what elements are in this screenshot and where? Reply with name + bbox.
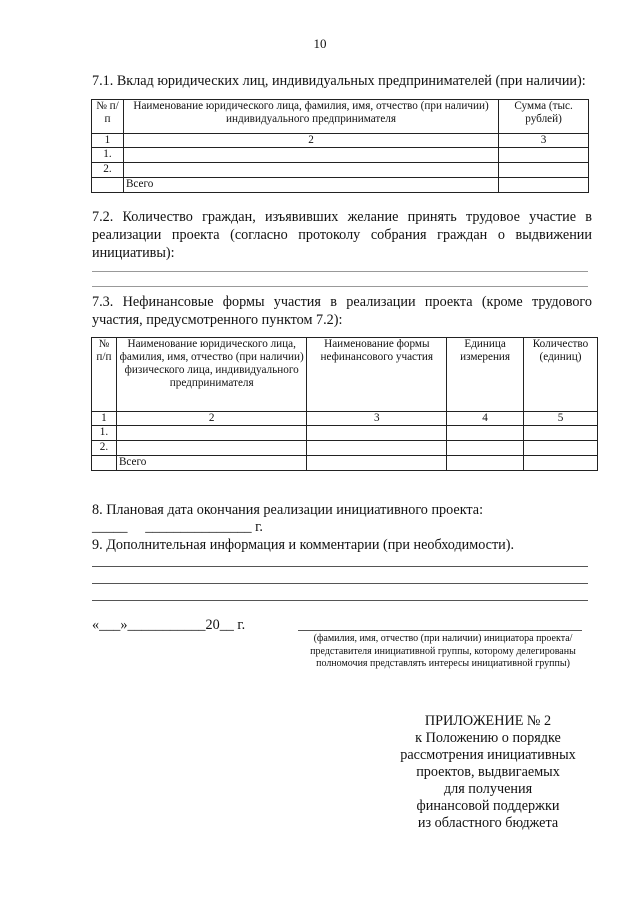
- table-row-total: [92, 178, 589, 193]
- comment-line: [92, 600, 588, 601]
- table-row: [92, 148, 589, 163]
- appendix-block: [378, 713, 598, 832]
- section-9-text: 9. Дополнительная информация и комментарии (при необходимости).: [92, 537, 515, 553]
- appendix-line: к Положению о порядке: [415, 730, 561, 746]
- empty-cell: [499, 178, 589, 193]
- col-header-name: Наименование юридического лица, фамилия, имя, отчество (при наличии) индивидуального предпринимателя: [123, 100, 498, 134]
- appendix-title: ПРИЛОЖЕНИЕ № 2: [424, 713, 552, 729]
- page-number: 10: [313, 36, 327, 51]
- empty-cell: [123, 163, 498, 178]
- fill-in-line: [92, 286, 588, 287]
- empty-cell: [92, 456, 117, 471]
- col-index: 2: [123, 134, 498, 148]
- signature-date-line: «___»___________20__ г.: [92, 617, 246, 633]
- empty-cell: [447, 441, 524, 456]
- end-date-line: _____ _______________ г.: [92, 519, 263, 535]
- empty-cell: [307, 441, 447, 456]
- section-7-1-heading: 7.1. Вклад юридических лиц, индивидуальных предпринимателей (при наличии):: [92, 73, 586, 89]
- col-header-sum: Сумма (тыс. рублей): [499, 100, 589, 134]
- fill-in-line: [92, 271, 588, 272]
- appendix-line: для получения: [443, 781, 533, 797]
- col-header-form: Наименование формы нефинансового участия: [307, 338, 447, 412]
- non-financial-table: [91, 337, 598, 471]
- table-row: [92, 441, 598, 456]
- empty-cell: [307, 456, 447, 471]
- section-7-3-text: 7.3. Нефинансовые формы участия в реализации проекта (кроме трудового участия, предусмотренного пунктом 7.2):: [92, 294, 592, 328]
- signature-caption: (фамилия, имя, отчество (при наличии) инициатора проекта/представителя инициативной группы, которому делегированы полномочия представлять интересы инициативной группы): [310, 633, 576, 669]
- col-header-number: № п/п: [92, 338, 117, 412]
- empty-cell: [524, 426, 598, 441]
- total-label: Всего: [123, 178, 498, 193]
- table-row-total: [92, 456, 598, 471]
- row-number: 2.: [92, 441, 117, 456]
- signature-line: [298, 630, 582, 631]
- empty-cell: [92, 178, 124, 193]
- table-row: [92, 426, 598, 441]
- appendix-line: проектов, выдвигаемых: [416, 764, 560, 780]
- comment-line: [92, 583, 588, 584]
- col-index: 2: [116, 412, 307, 426]
- empty-cell: [447, 456, 524, 471]
- contribution-table: [91, 99, 589, 193]
- empty-cell: [499, 148, 589, 163]
- appendix-line: рассмотрения инициативных: [400, 747, 576, 763]
- empty-cell: [524, 441, 598, 456]
- empty-cell: [116, 441, 307, 456]
- total-label: Всего: [116, 456, 307, 471]
- table-row: [92, 163, 589, 178]
- row-number: 1.: [92, 148, 124, 163]
- comment-line: [92, 566, 588, 567]
- col-index: 1: [92, 412, 117, 426]
- empty-cell: [447, 426, 524, 441]
- row-number: 1.: [92, 426, 117, 441]
- appendix-line: финансовой поддержки: [416, 798, 560, 814]
- col-index: 3: [307, 412, 447, 426]
- empty-cell: [116, 426, 307, 441]
- section-7-2-text: 7.2. Количество граждан, изъявивших желание принять трудовое участие в реализации проекта (согласно протоколу собрания граждан о выдвижении инициативы):: [92, 209, 592, 261]
- col-header-unit: Единица измерения: [447, 338, 524, 412]
- appendix-line: из областного бюджета: [417, 815, 559, 831]
- empty-cell: [524, 456, 598, 471]
- col-index: 3: [499, 134, 589, 148]
- empty-cell: [499, 163, 589, 178]
- col-index: 5: [524, 412, 598, 426]
- row-number: 2.: [92, 163, 124, 178]
- col-index: 4: [447, 412, 524, 426]
- empty-cell: [307, 426, 447, 441]
- empty-cell: [123, 148, 498, 163]
- section-8-text: 8. Плановая дата окончания реализации инициативного проекта:: [92, 502, 484, 518]
- col-header-number: № п/п: [92, 100, 124, 134]
- col-header-quantity: Количество (единиц): [524, 338, 598, 412]
- col-index: 1: [92, 134, 124, 148]
- col-header-name: Наименование юридического лица, фамилия, имя, отчество (при наличии) физического лица, индивидуального предпринимателя: [116, 338, 307, 412]
